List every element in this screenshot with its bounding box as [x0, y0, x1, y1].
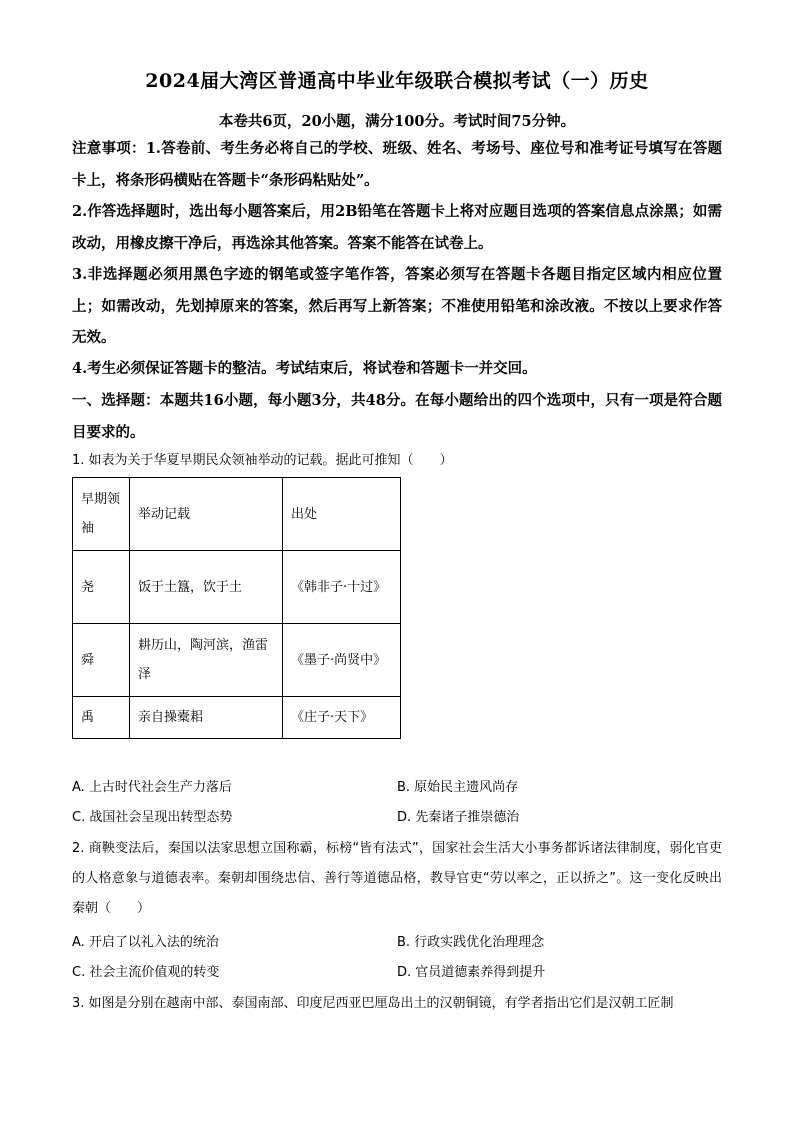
table-row [73, 624, 401, 697]
section-heading: 一、选择题：本题共16小题，每小题3分，共48分。在每小题给出的四个选项中，只有一项是符合题目要求的。 [72, 392, 722, 441]
question-2-option-b[interactable]: B. 行政实践优化治理理念 [397, 935, 545, 950]
question-1-option-c[interactable]: C. 战国社会呈现出转型态势 [72, 810, 233, 825]
table-cell: 耕历山，陶河滨，渔雷泽 [130, 624, 283, 697]
exam-subtitle: 本卷共6页，20小题，满分100分。考试时间75分钟。 [218, 113, 576, 130]
table-cell: 尧 [73, 551, 130, 624]
table-cell: 《韩非子·十过》 [283, 551, 401, 624]
question-3-stem: 3. 如图是分别在越南中部、泰国南部、印度尼西亚巴厘岛出土的汉朝铜镜，有学者指出它们是汉朝工匠制 [72, 996, 674, 1011]
question-2-option-a[interactable]: A. 开启了以礼入法的统治 [72, 935, 219, 950]
question-2-stem: 2. 商鞅变法后，秦国以法家思想立国称霸，标榜“皆有法式”，国家社会生活大小事务都诉诸法律制度，弱化官吏的人格意象与道德表率。秦朝却围绕忠信、善行等道德品格，教导官吏“劳以率之，正以挢之”。这一变化反映出秦朝（ ） [72, 841, 722, 916]
question-1-table [72, 477, 401, 739]
table-cell: 舜 [73, 624, 130, 697]
question-2-option-d[interactable]: D. 官员道德素养得到提升 [397, 965, 546, 980]
notice-2: 2.作答选择题时，选出每小题答案后，用2B铅笔在答题卡上将对应题目选项的答案信息点涂黑；如需改动，用橡皮擦干净后，再选涂其他答案。答案不能答在试卷上。 [72, 203, 722, 252]
table-cell: 《庄子·天下》 [283, 697, 401, 739]
table-cell: 禹 [73, 697, 130, 739]
table-header-cell: 早期领袖 [73, 478, 130, 551]
table-cell: 《墨子·尚贤中》 [283, 624, 401, 697]
question-1-option-a[interactable]: A. 上古时代社会生产力落后 [72, 780, 232, 795]
question-1-stem: 1. 如表为关于华夏早期民众领袖举动的记载。据此可推知（ ） [72, 453, 453, 468]
table-header-row [73, 478, 401, 551]
table-row [73, 697, 401, 739]
table-header-cell: 出处 [283, 478, 401, 551]
table-header-cell: 举动记载 [130, 478, 283, 551]
question-1-option-b[interactable]: B. 原始民主遗风尚存 [397, 780, 519, 795]
table-row [73, 551, 401, 624]
notice-3: 3.非选择题必须用黑色字迹的钢笔或签字笔作答，答案必须写在答题卡各题目指定区域内相应位置上；如需改动，先划掉原来的答案，然后再写上新答案；不准使用铅笔和涂改液。不按以上要求作答无效。 [72, 266, 722, 346]
notice-1: 注意事项：1.答卷前、考生务必将自己的学校、班级、姓名、考场号、座位号和准考证号填写在答题卡上，将条形码横贴在答题卡“条形码粘贴处”。 [72, 140, 722, 189]
table-cell: 饭于土簋，饮于土 [130, 551, 283, 624]
exam-title: 2024届大湾区普通高中毕业年级联合模拟考试（一）历史 [145, 70, 649, 92]
question-1-option-d[interactable]: D. 先秦诸子推崇德治 [397, 810, 520, 825]
notice-4: 4.考生必须保证答题卡的整洁。考试结束后，将试卷和答题卡一并交回。 [72, 360, 537, 377]
question-2-option-c[interactable]: C. 社会主流价值观的转变 [72, 965, 220, 980]
table-cell: 亲自操橐耜 [130, 697, 283, 739]
